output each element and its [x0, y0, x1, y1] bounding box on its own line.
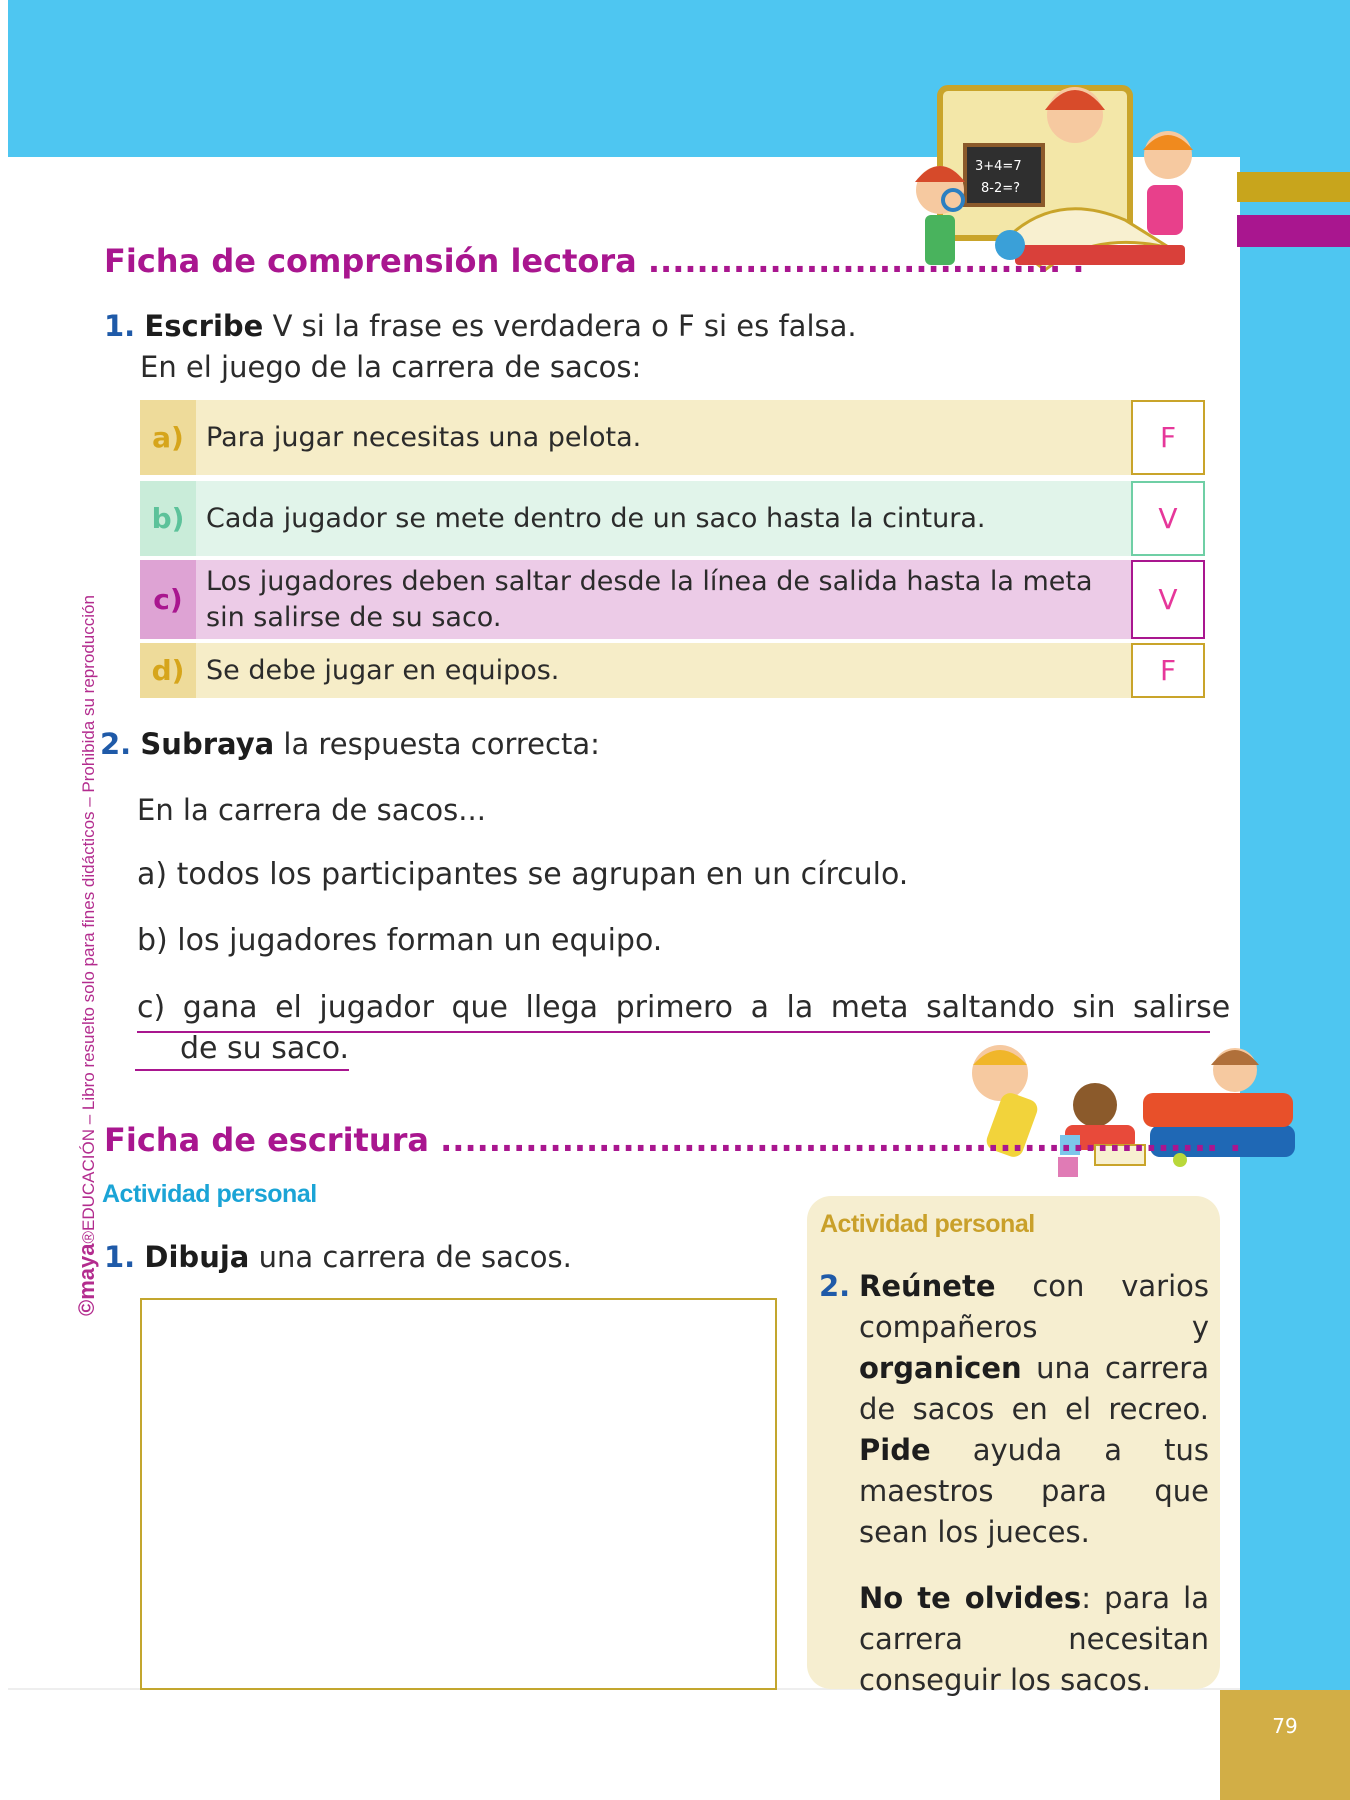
tf-row-d — [140, 643, 1131, 698]
row-statement: Se debe jugar en equipos. — [206, 654, 560, 686]
question-number: 1. — [104, 309, 136, 343]
question-number: 1. — [104, 1240, 136, 1274]
section-title-text: Ficha de comprensión lectora — [104, 242, 637, 280]
row-statement: Para jugar necesitas una pelota. — [206, 421, 642, 453]
kids-reading-illustration — [965, 1035, 1325, 1185]
text: ayuda a tus maestros para que sean los jueces. — [859, 1433, 1209, 1549]
title-leader-dots: ................................................................ . — [440, 1121, 1242, 1159]
activity-paragraph-1 — [819, 1266, 1209, 1553]
copyright-side-note — [70, 476, 104, 1316]
row-label: d) — [140, 643, 196, 698]
answer-box-d[interactable]: F — [1131, 643, 1205, 698]
option-c-line1[interactable]: c) gana el jugador que llega primero a la meta saltando sin salirse — [137, 990, 1231, 1025]
writing-question-1 — [104, 1237, 572, 1278]
instruction-text: la respuesta correcta: — [274, 727, 600, 761]
section-tab-gold — [1237, 172, 1350, 202]
activity-card — [807, 1196, 1220, 1697]
title-leader-dots: .................................. . — [647, 242, 1085, 280]
right-margin-band — [1240, 157, 1350, 1690]
instruction-verb: Dibuja — [144, 1240, 250, 1274]
question-number: 2. — [819, 1269, 851, 1303]
text: una carrera de sacos en el recreo. — [859, 1351, 1209, 1426]
text: con varios compañeros y — [859, 1269, 1209, 1344]
answer-box-b[interactable]: V — [1131, 481, 1205, 556]
instruction-verb: Escribe — [144, 309, 264, 343]
text: : para la carrera necesitan conseguir los sacos. — [859, 1581, 1209, 1697]
option-b[interactable]: b) los jugadores forman un equipo. — [137, 923, 663, 958]
section-title-comprension — [104, 242, 1085, 280]
section-title-escritura — [104, 1121, 1241, 1159]
activity-card-body — [819, 1266, 1209, 1701]
instruction-text: una carrera de sacos. — [249, 1240, 572, 1274]
answer-underline — [135, 1069, 349, 1071]
option-c-line2[interactable]: de su saco. — [180, 1031, 350, 1066]
row-label: c) — [140, 560, 196, 639]
brand-name: ©maya — [74, 1243, 99, 1316]
activity-card-subhead: Actividad personal — [820, 1210, 1035, 1238]
tf-row-c — [140, 560, 1131, 639]
section-tab-magenta — [1237, 215, 1350, 247]
row-statement: Los jugadores deben saltar desde la línea de salida hasta la meta sin salirse de su saco. — [206, 565, 1093, 633]
row-statement: Cada jugador se mete dentro de un saco hasta la cintura. — [206, 502, 986, 534]
copyright-text: ®EDUCACIÓN – Libro resuelto solo para fines didácticos – Prohibida su reproducción — [79, 595, 98, 1244]
bold-text: organicen — [859, 1351, 1022, 1385]
tf-row-a — [140, 400, 1131, 475]
drawing-area[interactable] — [140, 1298, 777, 1690]
question-2-intro: En la carrera de sacos... — [137, 793, 486, 827]
question-2 — [100, 724, 600, 765]
activity-paragraph-2 — [819, 1578, 1209, 1701]
row-label: a) — [140, 400, 196, 475]
activity-subhead: Actividad personal — [102, 1180, 317, 1208]
paragraph-text — [819, 1266, 1209, 1553]
bold-text: No te olvides — [859, 1581, 1082, 1615]
tf-row-b — [140, 481, 1131, 556]
instruction-text: V si la frase es verdadera o F si es falsa. — [263, 309, 857, 343]
question-1 — [104, 306, 1104, 347]
row-label: b) — [140, 481, 196, 556]
page-number: 79 — [1220, 1690, 1350, 1800]
svg-text:3+4=7: 3+4=7 — [975, 159, 1022, 174]
svg-text:8-2=?: 8-2=? — [981, 181, 1021, 196]
answer-box-c[interactable]: V — [1131, 560, 1205, 639]
question-1-subtext: En el juego de la carrera de sacos: — [140, 350, 642, 384]
option-a[interactable]: a) todos los participantes se agrupan en un círculo. — [137, 857, 909, 892]
bold-text: Pide — [859, 1433, 931, 1467]
section-title-text: Ficha de escritura — [104, 1121, 429, 1159]
instruction-verb: Subraya — [140, 727, 275, 761]
bold-text: Reúnete — [859, 1269, 996, 1303]
answer-box-a[interactable]: F — [1131, 400, 1205, 475]
question-number: 2. — [100, 727, 132, 761]
